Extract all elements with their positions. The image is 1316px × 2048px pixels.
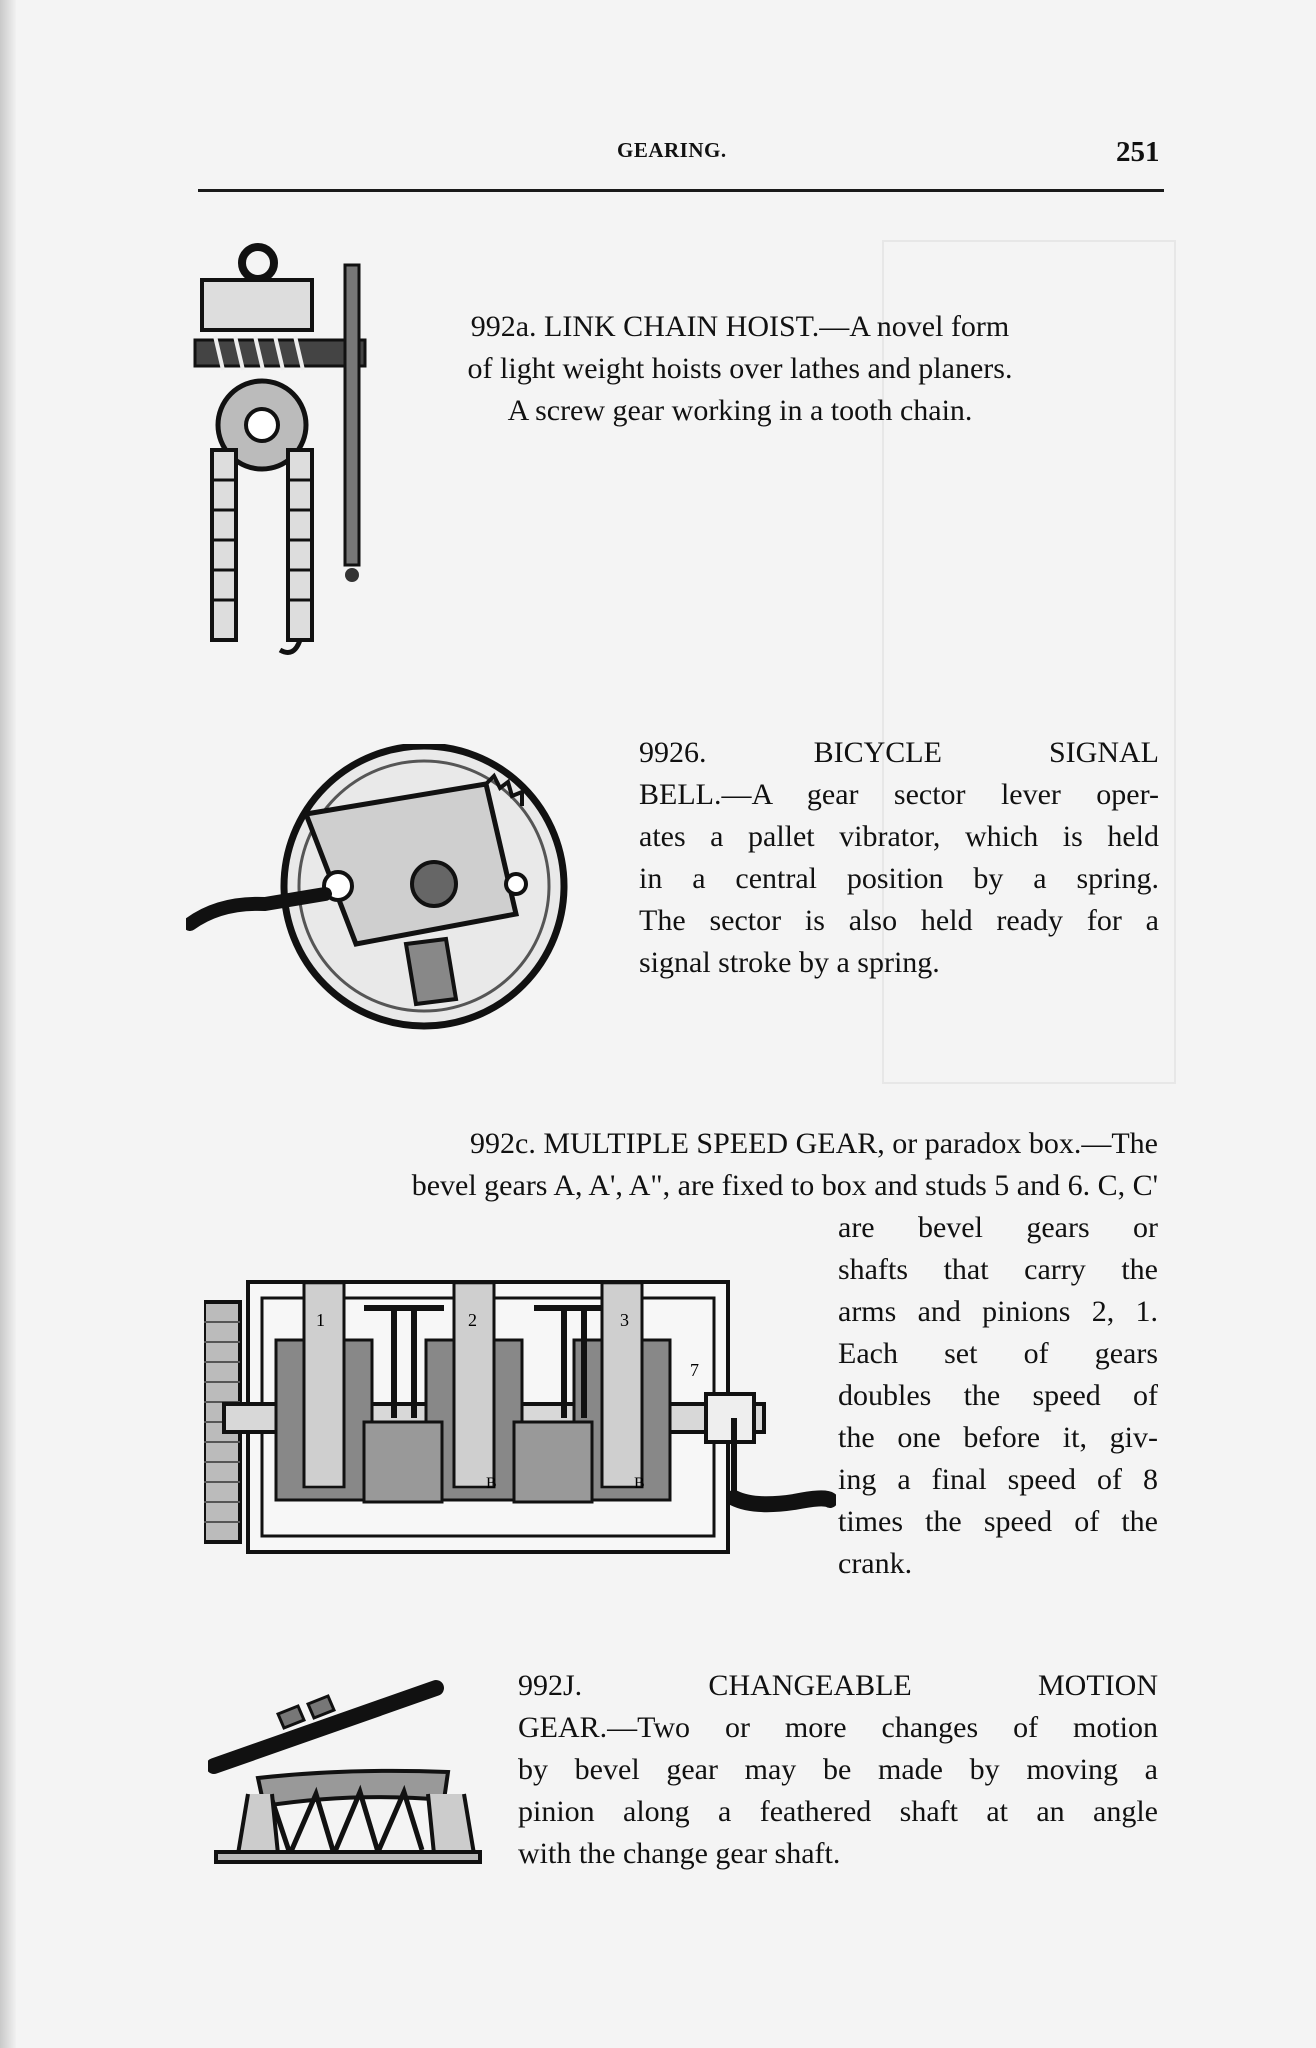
text-line: 992c. MULTIPLE SPEED GEAR, or paradox box.—The xyxy=(470,1127,1158,1160)
text-line: are bevel gears or xyxy=(838,1211,1158,1244)
text-line: of light weight hoists over lathes and planers. xyxy=(467,352,1013,385)
text-line: doubles the speed of xyxy=(838,1379,1158,1412)
page-binding-shadow xyxy=(0,0,16,2048)
bicycle-signal-bell-figure xyxy=(186,744,586,1039)
gear-label-2: 2 xyxy=(468,1310,477,1330)
text-line: A screw gear working in a tooth chain. xyxy=(507,394,973,427)
text-line: times the speed of the xyxy=(838,1505,1158,1538)
text-line: The sector is also held ready for a xyxy=(639,904,1159,937)
text-line: in a central position by a spring. xyxy=(639,862,1159,895)
gear-label-b: B xyxy=(486,1475,497,1492)
gear-label-b: B xyxy=(634,1475,645,1492)
text-line: the one before it, giv- xyxy=(838,1421,1158,1454)
text-line: by bevel gear may be made by moving a xyxy=(518,1753,1158,1786)
changeable-motion-gear-figure xyxy=(208,1674,488,1872)
text-line: ates a pallet vibrator, which is held xyxy=(639,820,1159,853)
link-chain-hoist-figure xyxy=(190,240,370,660)
text-line: with the change gear shaft. xyxy=(518,1837,841,1870)
section-bicycle-signal-bell xyxy=(639,732,1159,984)
text-line: crank. xyxy=(838,1547,913,1580)
text-line: 9926. BICYCLE SIGNAL xyxy=(639,736,1159,769)
multiple-speed-gear-figure xyxy=(204,1272,836,1562)
gear-label-3: 3 xyxy=(620,1310,629,1330)
text-line: Each set of gears xyxy=(838,1337,1158,1370)
text-line: 992a. LINK CHAIN HOIST.—A novel form xyxy=(470,310,1010,343)
text-line: GEAR.—Two or more changes of motion xyxy=(518,1711,1158,1744)
gear-label-7: 7 xyxy=(690,1360,699,1380)
section-link-chain-hoist xyxy=(380,306,1100,432)
text-line: pinion along a feathered shaft at an angle xyxy=(518,1795,1158,1828)
header-rule xyxy=(198,189,1164,192)
section-multiple-speed-gear-body xyxy=(838,1207,1158,1585)
text-line: ing a final speed of 8 xyxy=(838,1463,1158,1496)
section-changeable-motion-gear xyxy=(518,1665,1158,1875)
text-line: bevel gears A, A', A", are fixed to box and studs 5 and 6. C, C' xyxy=(411,1169,1158,1202)
section-multiple-speed-gear-intro xyxy=(318,1123,1158,1207)
running-header: GEARING. xyxy=(617,138,727,162)
text-line: 992J. CHANGEABLE MOTION xyxy=(518,1669,1158,1702)
gear-label-1: 1 xyxy=(316,1310,325,1330)
text-line: shafts that carry the xyxy=(838,1253,1158,1286)
page-number: 251 xyxy=(1116,136,1160,168)
text-line: BELL.—A gear sector lever oper- xyxy=(639,778,1159,811)
text-line: arms and pinions 2, 1. xyxy=(838,1295,1158,1328)
text-line: signal stroke by a spring. xyxy=(639,946,940,979)
